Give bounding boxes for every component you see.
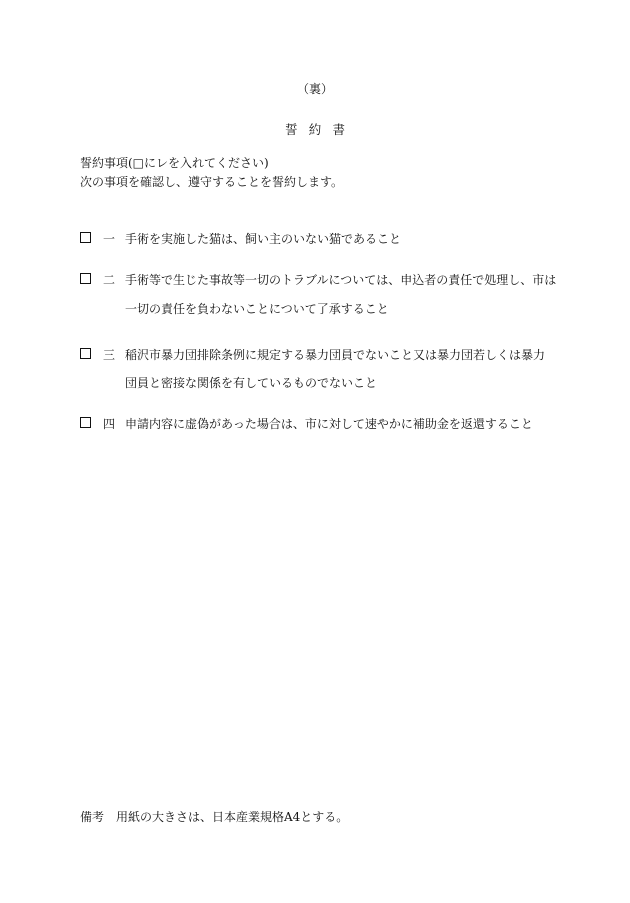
item-1-text-line-1: 手術を実施した猫は、飼い主のいない猫であること — [125, 232, 402, 246]
pledge-intro: 次の事項を確認し、遵守することを誓約します。 — [80, 175, 344, 189]
checkbox-item-2[interactable] — [80, 273, 91, 284]
checkbox-item-3[interactable] — [80, 348, 91, 359]
pledge-instruction: 誓約事項(□にレを入れてください) — [80, 156, 269, 170]
page-title: 誓約書 — [284, 122, 357, 137]
reverse-side-label: （裏） — [296, 82, 333, 96]
item-4-text-line-1: 申請内容に虚偽があった場合は、市に対して速やかに補助金を返還すること — [125, 417, 533, 431]
item-3-text-line-1: 稲沢市暴力団排除条例に規定する暴力団員でないこと又は暴力団若しくは暴力 — [125, 348, 546, 362]
item-3-text-line-2: 団員と密接な関係を有しているものでないこと — [125, 376, 378, 390]
item-number-4: 四 — [103, 417, 116, 431]
remarks-note: 備考 用紙の大きさは、日本産業規格A4とする。 — [80, 810, 349, 824]
item-2-text-line-2: 一切の責任を負わないことについて了承すること — [125, 302, 389, 316]
item-2-text-line-1: 手術等で生じた事故等一切のトラブルについては、申込者の責任で処理し、市は — [125, 273, 557, 287]
checkbox-item-1[interactable] — [80, 232, 91, 243]
item-number-3: 三 — [103, 348, 116, 362]
checkbox-item-4[interactable] — [80, 417, 91, 428]
item-number-1: 一 — [103, 232, 116, 246]
item-number-2: 二 — [103, 273, 116, 287]
